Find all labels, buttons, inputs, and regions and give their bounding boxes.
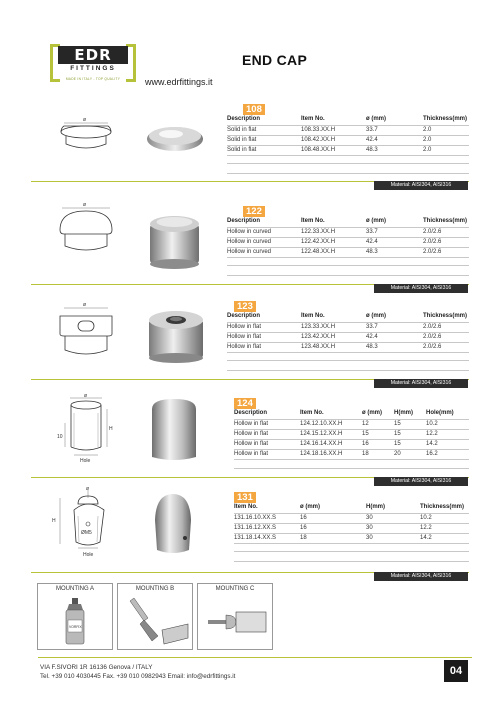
section-123-photo xyxy=(145,302,207,364)
table-cell: 33.7 xyxy=(366,227,423,237)
table-header-row xyxy=(227,217,469,227)
table-cell: 18 xyxy=(300,533,366,543)
section-122-badge: 122 xyxy=(243,206,265,217)
table-cell: 2.0/2.6 xyxy=(423,247,469,257)
table-row xyxy=(227,332,469,342)
company-address: VIA F.SIVORI 1R 16136 Genova / ITALY xyxy=(40,664,153,671)
table-cell: 20 xyxy=(394,449,426,459)
table-cell: 131.16.10.XX.S xyxy=(234,513,300,523)
section-124-dim-h: H xyxy=(109,426,113,432)
table-cell: 16 xyxy=(300,513,366,523)
table-blank-line xyxy=(227,275,469,276)
table-cell: 10.2 xyxy=(420,513,469,523)
logo-mark: EDR xyxy=(58,46,128,64)
section-131-material: Material: AISI304, AISI316 xyxy=(374,572,468,581)
table-cell: 42.4 xyxy=(366,237,423,247)
table-header-row xyxy=(234,409,469,419)
table-cell: Solid in flat xyxy=(227,125,301,135)
table-cell: 2.0/2.6 xyxy=(423,332,469,342)
column-header: Item No. xyxy=(234,504,258,511)
table-cell: 2.0/2.6 xyxy=(423,342,469,352)
table-row xyxy=(234,533,469,543)
table-header-row xyxy=(234,503,469,513)
website-url: www.edrfittings.it xyxy=(145,77,213,87)
section-124-drawing xyxy=(52,393,132,468)
table-row xyxy=(234,449,469,459)
table-cell: 2.0 xyxy=(423,145,469,155)
page-number: 04 xyxy=(444,660,468,682)
table-header-row xyxy=(227,312,469,322)
column-header: Thickness(mm) xyxy=(423,116,468,123)
section-131-table xyxy=(234,503,469,544)
brand-logo xyxy=(50,44,136,86)
table-cell: 123.42.XX.H xyxy=(301,332,366,342)
table-cell: 12.2 xyxy=(426,429,469,439)
section-108-material: Material: AISI304, AISI316 xyxy=(374,181,468,190)
section-108-dim-label: ø xyxy=(83,117,87,123)
table-cell: Hollow in flat xyxy=(234,449,300,459)
column-header: Description xyxy=(227,313,261,320)
table-row xyxy=(227,145,469,155)
table-cell: Hollow in curved xyxy=(227,237,301,247)
table-cell: 42.4 xyxy=(366,332,423,342)
table-cell: Solid in flat xyxy=(227,145,301,155)
section-131-badge: 131 xyxy=(234,492,256,503)
column-header: H(mm) xyxy=(366,504,385,511)
table-cell: 15 xyxy=(394,439,426,449)
table-cell: 42.4 xyxy=(366,135,423,145)
column-header: Item No. xyxy=(301,116,325,123)
table-cell: 123.48.XX.H xyxy=(301,342,366,352)
table-cell: 48.3 xyxy=(366,342,423,352)
table-cell: Hollow in flat xyxy=(227,322,301,332)
table-cell: 131.16.12.XX.S xyxy=(234,523,300,533)
mounting-c-box xyxy=(197,583,273,650)
section-131-drawing xyxy=(48,486,138,564)
column-header: Description xyxy=(227,116,261,123)
table-cell: Hollow in flat xyxy=(234,439,300,449)
section-108-badge: 108 xyxy=(243,104,265,115)
table-blank-line xyxy=(234,468,469,469)
section-131-dim-phi: ø xyxy=(86,486,90,492)
table-cell: 14.2 xyxy=(420,533,469,543)
footer-divider xyxy=(38,657,472,658)
table-row xyxy=(227,247,469,257)
section-122-drawing xyxy=(52,198,122,258)
table-cell: 108.33.XX.H xyxy=(301,125,366,135)
column-header: Description xyxy=(234,410,268,417)
page-title: END CAP xyxy=(242,52,308,68)
section-124-dim-hole: Hole xyxy=(80,458,91,464)
column-header: Thickness(mm) xyxy=(423,313,468,320)
table-cell: 2.0/2.6 xyxy=(423,227,469,237)
logo-word: FITTINGS xyxy=(70,65,116,72)
mounting-a-label: MOUNTING A xyxy=(55,586,94,592)
table-header-row xyxy=(227,115,469,125)
table-cell: 33.7 xyxy=(366,125,423,135)
section-123-material: Material: AISI304, AISI316 xyxy=(374,379,468,388)
table-cell: 122.48.XX.H xyxy=(301,247,366,257)
table-cell: 16.2 xyxy=(426,449,469,459)
mounting-c-label: MOUNTING C xyxy=(215,586,255,592)
column-header: Item No. xyxy=(300,410,324,417)
column-header: ø (mm) xyxy=(300,504,320,511)
table-cell: 18 xyxy=(362,449,394,459)
section-131-dim-m5: ØM5 xyxy=(81,530,92,536)
table-cell: 131.18.14.XX.S xyxy=(234,533,300,543)
table-cell: 48.3 xyxy=(366,145,423,155)
table-row xyxy=(234,429,469,439)
table-cell: 30 xyxy=(366,533,420,543)
table-cell: 2.0 xyxy=(423,135,469,145)
column-header: Item No. xyxy=(301,218,325,225)
table-cell: 2.0/2.6 xyxy=(423,237,469,247)
table-blank-line xyxy=(227,360,469,361)
table-cell: Hollow in flat xyxy=(234,419,300,429)
mounting-a-box xyxy=(37,583,113,650)
section-124-badge: 124 xyxy=(234,398,256,409)
column-header: H(mm) xyxy=(394,410,413,417)
logo-tagline: MADE IN ITALY - TOP QUALITY xyxy=(65,77,121,81)
table-cell: Hollow in curved xyxy=(227,247,301,257)
column-header: Description xyxy=(227,218,261,225)
table-blank-line xyxy=(234,561,469,562)
table-row xyxy=(227,135,469,145)
table-cell: Hollow in flat xyxy=(234,429,300,439)
column-header: ø (mm) xyxy=(366,116,386,123)
table-cell: 48.3 xyxy=(366,247,423,257)
table-cell: 15 xyxy=(394,419,426,429)
section-108-drawing xyxy=(52,110,122,155)
section-122-table xyxy=(227,217,469,258)
section-124-dim-10: 10 xyxy=(57,434,63,440)
mounting-b-label: MOUNTING B xyxy=(135,586,175,592)
table-cell: 124.15.12.XX.H xyxy=(300,429,362,439)
glue-bottle-label: VORFIX xyxy=(69,625,82,629)
table-blank-line xyxy=(227,265,469,266)
table-cell: Hollow in flat xyxy=(227,342,301,352)
column-header: ø (mm) xyxy=(362,410,382,417)
table-cell: 2.0 xyxy=(423,125,469,135)
table-row xyxy=(227,237,469,247)
column-header: Item No. xyxy=(301,313,325,320)
table-cell: 30 xyxy=(366,523,420,533)
section-123-drawing xyxy=(52,300,122,362)
table-cell: 108.48.XX.H xyxy=(301,145,366,155)
column-header: Thickness(mm) xyxy=(423,218,468,225)
table-blank-line xyxy=(227,163,469,164)
table-cell: 123.33.XX.H xyxy=(301,322,366,332)
table-row xyxy=(227,125,469,135)
section-123-badge: 123 xyxy=(234,301,256,312)
table-cell: 33.7 xyxy=(366,322,423,332)
table-row xyxy=(234,513,469,523)
table-cell: 12.2 xyxy=(420,523,469,533)
table-cell: Hollow in flat xyxy=(227,332,301,342)
company-contacts: Tel. +39 010 4030445 Fax. +39 010 0982943 Email: info@edrfittings.it xyxy=(40,673,236,680)
section-131-photo xyxy=(148,490,198,560)
section-122-material: Material: AISI304, AISI316 xyxy=(374,284,468,293)
section-124-dim-phi: ø xyxy=(84,393,88,399)
table-blank-line xyxy=(234,551,469,552)
table-cell: 16 xyxy=(362,439,394,449)
table-cell: 122.33.XX.H xyxy=(301,227,366,237)
table-cell: 30 xyxy=(366,513,420,523)
section-131-dim-h: H xyxy=(52,518,56,524)
column-header: Hole(mm) xyxy=(426,410,454,417)
table-cell: 122.42.XX.H xyxy=(301,237,366,247)
table-cell: Hollow in curved xyxy=(227,227,301,237)
table-blank-line xyxy=(227,370,469,371)
table-cell: 124.18.16.XX.H xyxy=(300,449,362,459)
section-123-dim-label: ø xyxy=(83,302,87,308)
section-108-table xyxy=(227,115,469,156)
table-blank-line xyxy=(227,173,469,174)
table-cell: 15 xyxy=(394,429,426,439)
table-cell: 14.2 xyxy=(426,439,469,449)
table-cell: 12 xyxy=(362,419,394,429)
section-124-photo xyxy=(148,395,200,465)
table-cell: Solid in flat xyxy=(227,135,301,145)
table-cell: 124.12.10.XX.H xyxy=(300,419,362,429)
section-131-dim-hole: Hole xyxy=(83,552,94,558)
table-row xyxy=(234,523,469,533)
column-header: Thickness(mm) xyxy=(420,504,465,511)
section-124-table xyxy=(234,409,469,460)
mounting-b-box xyxy=(117,583,193,650)
section-122-dim-label: ø xyxy=(83,202,87,208)
table-row xyxy=(227,322,469,332)
section-122-photo xyxy=(147,208,202,270)
section-124-material: Material: AISI304, AISI316 xyxy=(374,477,468,486)
table-cell: 16 xyxy=(300,523,366,533)
column-header: ø (mm) xyxy=(366,218,386,225)
column-header: ø (mm) xyxy=(366,313,386,320)
table-cell: 124.16.14.XX.H xyxy=(300,439,362,449)
table-row xyxy=(227,342,469,352)
table-cell: 10.2 xyxy=(426,419,469,429)
table-row xyxy=(234,419,469,429)
section-123-table xyxy=(227,312,469,353)
table-row xyxy=(227,227,469,237)
table-cell: 108.42.XX.H xyxy=(301,135,366,145)
section-108-photo xyxy=(145,117,205,157)
table-cell: 2.0/2.6 xyxy=(423,322,469,332)
table-cell: 15 xyxy=(362,429,394,439)
table-row xyxy=(234,439,469,449)
